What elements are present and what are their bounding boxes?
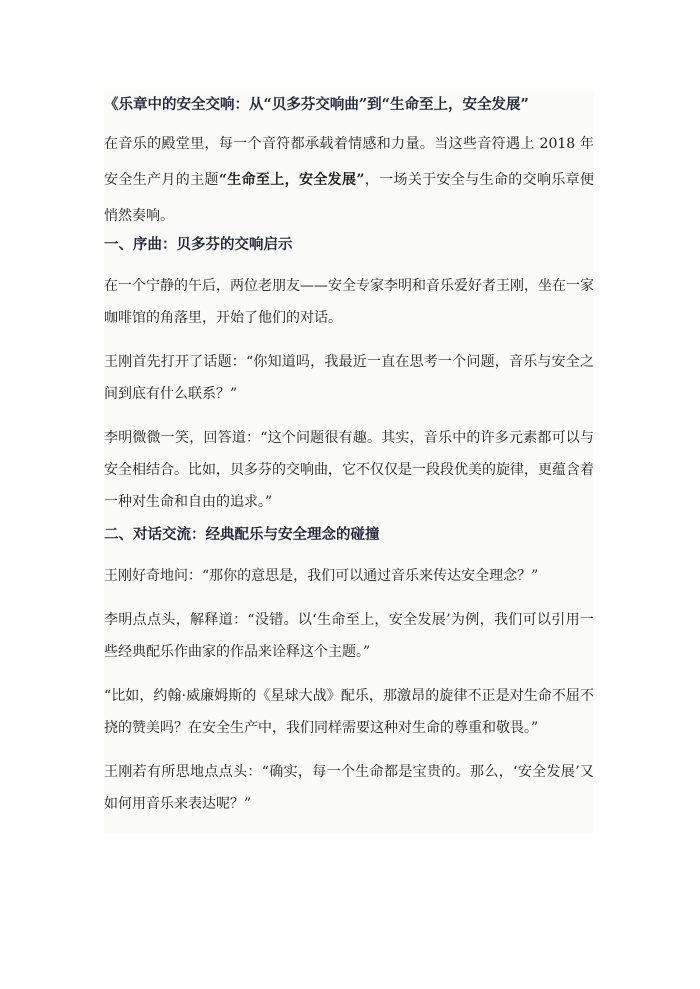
section-2-paragraph-4: 王刚若有所思地点点头：“确实，每一个生命都是宝贵的。那么，‘安全发展’又如何用音乐来表达呢？” (104, 764, 594, 812)
section-2-paragraph-1: 王刚好奇地问：“那你的意思是，我们可以通过音乐来传达安全理念？” (104, 568, 539, 584)
document-body (104, 90, 594, 834)
section-2-paragraph-2: 李明点点头，解释道：“没错。以‘生命至上，安全发展’为例，我们可以引用一些经典配乐作曲家的作品来诠释这个主题。” (104, 612, 594, 660)
section-2-heading: 二、对话交流：经典配乐与安全理念的碰撞 (104, 526, 380, 543)
section-1-paragraph-3: 李明微微一笑，回答道：“这个问题很有趣。其实，音乐中的许多元素都可以与安全相结合。比如，贝多芬的交响曲，它不仅仅是一段段优美的旋律，更蕴含着一种对生命和自由的追求。” (104, 430, 594, 510)
section-2-paragraph-3: “比如，约翰·威廉姆斯的《星球大战》配乐，那激昂的旋律不正是对生命不屈不挠的赞美吗？在安全生产中，我们同样需要这种对生命的尊重和敬畏。” (104, 688, 594, 736)
intro-text-before: 在音乐的殿堂里，每一个音符都承载着情感和力量。当这些音符遇上 2018 年安全生产月的主题 (104, 136, 594, 188)
intro-theme-bold: “生命至上，安全发展” (218, 172, 365, 188)
intro-text-after: ，一场关于安全与生命的交响乐章便悄然奏响。 (104, 172, 595, 224)
document-title: 《乐章中的安全交响：从“贝多芬交响曲”到“生命至上，安全发展” (104, 96, 529, 113)
section-1-paragraph-2: 王刚首先打开了话题：“你知道吗，我最近一直在思考一个问题，音乐与安全之间到底有什么联系？” (104, 354, 594, 402)
section-1-paragraph-1: 在一个宁静的午后，两位老朋友——安全专家李明和音乐爱好者王刚，坐在一家咖啡馆的角落里，开始了他们的对话。 (104, 278, 594, 326)
section-1-heading: 一、序曲：贝多芬的交响启示 (104, 236, 293, 253)
intro-paragraph (104, 126, 594, 234)
